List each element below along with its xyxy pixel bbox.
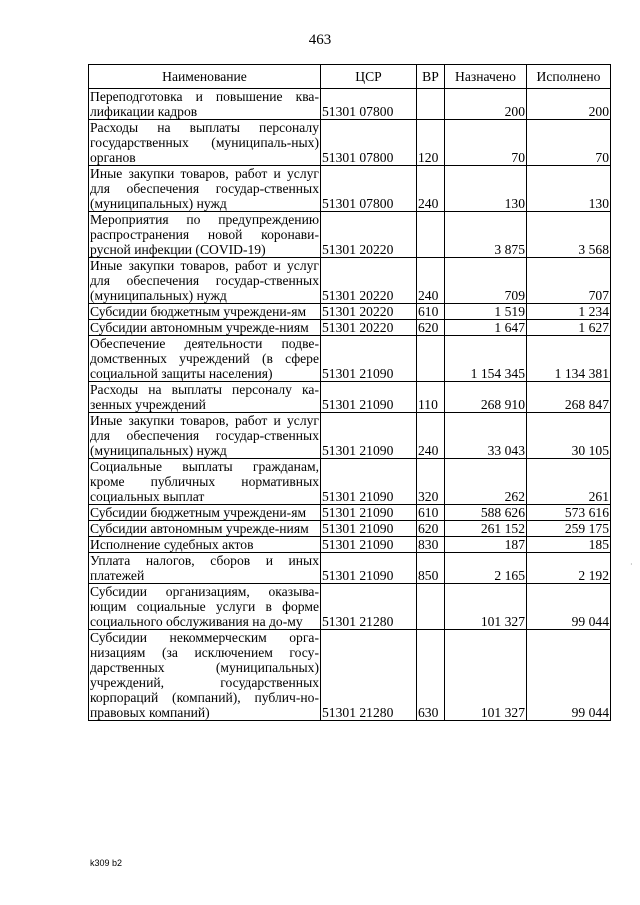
cell-vr bbox=[417, 584, 445, 630]
table-header-row bbox=[89, 65, 611, 89]
cell-csr: 51301 21090 bbox=[321, 459, 417, 505]
table-row bbox=[89, 258, 611, 304]
cell-vr: 620 bbox=[417, 521, 445, 537]
cell-name: Исполнение судебных актов bbox=[89, 537, 321, 553]
cell-vr: 320 bbox=[417, 459, 445, 505]
table-row bbox=[89, 120, 611, 166]
cell-assigned: 588 626 bbox=[445, 505, 527, 521]
cell-assigned: 1 647 bbox=[445, 320, 527, 336]
cell-name: Переподготовка и повышение ква-лификации кадров bbox=[90, 89, 319, 119]
cell-name: Субсидии автономным учрежде-ниям bbox=[89, 320, 321, 336]
cell-executed: 268 847 bbox=[527, 382, 611, 413]
scan-edge-mark: · bbox=[630, 560, 633, 569]
cell-csr: 51301 07800 bbox=[321, 166, 417, 212]
cell-vr: 240 bbox=[417, 166, 445, 212]
cell-name: Расходы на выплаты персоналу ка-зенных учреждений bbox=[90, 382, 319, 412]
cell-csr: 51301 20220 bbox=[321, 258, 417, 304]
cell-executed: 130 bbox=[527, 166, 611, 212]
cell-assigned: 709 bbox=[445, 258, 527, 304]
cell-vr: 620 bbox=[417, 320, 445, 336]
table-row bbox=[89, 553, 611, 584]
cell-name: Субсидии автономным учрежде-ниям bbox=[89, 521, 321, 537]
table-row bbox=[89, 212, 611, 258]
cell-assigned: 101 327 bbox=[445, 630, 527, 721]
cell-name: Расходы на выплаты персоналу государственных (муниципаль-ных) органов bbox=[90, 120, 319, 165]
cell-vr: 610 bbox=[417, 505, 445, 521]
header-name: Наименование bbox=[89, 65, 321, 89]
cell-assigned: 187 bbox=[445, 537, 527, 553]
cell-csr: 51301 21090 bbox=[321, 413, 417, 459]
cell-executed: 99 044 bbox=[527, 584, 611, 630]
table-row bbox=[89, 630, 611, 721]
cell-vr bbox=[417, 89, 445, 120]
cell-csr: 51301 07800 bbox=[321, 89, 417, 120]
table-row bbox=[89, 413, 611, 459]
cell-csr: 51301 21090 bbox=[321, 382, 417, 413]
cell-assigned: 1 519 bbox=[445, 304, 527, 320]
cell-vr: 830 bbox=[417, 537, 445, 553]
cell-executed: 99 044 bbox=[527, 630, 611, 721]
cell-assigned: 200 bbox=[445, 89, 527, 120]
cell-csr: 51301 20220 bbox=[321, 320, 417, 336]
table-row bbox=[89, 336, 611, 382]
cell-executed: 2 192 bbox=[527, 553, 611, 584]
cell-assigned: 268 910 bbox=[445, 382, 527, 413]
cell-executed: 707 bbox=[527, 258, 611, 304]
cell-name: Субсидии некоммерческим орга-низациям (за исключением госу-дарственных (муниципальных) учреждений, государственных корпораций (компаний), публич-но-правовых компаний) bbox=[90, 630, 319, 720]
cell-vr: 610 bbox=[417, 304, 445, 320]
cell-executed: 185 bbox=[527, 537, 611, 553]
cell-assigned: 3 875 bbox=[445, 212, 527, 258]
header-executed: Исполнено bbox=[527, 65, 611, 89]
cell-assigned: 33 043 bbox=[445, 413, 527, 459]
cell-name: Субсидии бюджетным учреждени-ям bbox=[89, 505, 321, 521]
header-assigned: Назначено bbox=[445, 65, 527, 89]
table-row bbox=[89, 584, 611, 630]
cell-name: Иные закупки товаров, работ и услуг для обеспечения государ-ственных (муниципальных) нужд bbox=[90, 413, 319, 458]
cell-csr: 51301 21090 bbox=[321, 505, 417, 521]
cell-csr: 51301 20220 bbox=[321, 212, 417, 258]
cell-executed: 259 175 bbox=[527, 521, 611, 537]
page-number: 463 bbox=[308, 32, 332, 48]
cell-vr: 630 bbox=[417, 630, 445, 721]
cell-name: Уплата налогов, сборов и иных платежей bbox=[90, 553, 319, 583]
cell-name: Иные закупки товаров, работ и услуг для обеспечения государ-ственных (муниципальных) нужд bbox=[90, 166, 319, 211]
cell-name: Социальные выплаты гражданам, кроме публичных нормативных социальных выплат bbox=[90, 459, 319, 504]
cell-executed: 261 bbox=[527, 459, 611, 505]
cell-csr: 51301 20220 bbox=[321, 304, 417, 320]
cell-csr: 51301 07800 bbox=[321, 120, 417, 166]
cell-executed: 3 568 bbox=[527, 212, 611, 258]
cell-assigned: 101 327 bbox=[445, 584, 527, 630]
cell-name: Мероприятия по предупреждению распространения новой коронави-русной инфекции (COVID-19) bbox=[90, 212, 319, 257]
table-row bbox=[89, 166, 611, 212]
cell-vr: 850 bbox=[417, 553, 445, 584]
cell-executed: 200 bbox=[527, 89, 611, 120]
cell-name: Иные закупки товаров, работ и услуг для обеспечения государ-ственных (муниципальных) нужд bbox=[90, 258, 319, 303]
cell-assigned: 70 bbox=[445, 120, 527, 166]
table-row bbox=[89, 320, 611, 336]
header-vr: ВР bbox=[417, 65, 445, 89]
table-row bbox=[89, 537, 611, 553]
cell-vr: 240 bbox=[417, 413, 445, 459]
cell-csr: 51301 21090 bbox=[321, 537, 417, 553]
table-row bbox=[89, 459, 611, 505]
table-row bbox=[89, 304, 611, 320]
table-row bbox=[89, 521, 611, 537]
cell-assigned: 2 165 bbox=[445, 553, 527, 584]
cell-vr: 240 bbox=[417, 258, 445, 304]
header-csr: ЦСР bbox=[321, 65, 417, 89]
cell-name: Обеспечение деятельности подве-домственных учреждений (в сфере социальной защиты населения) bbox=[90, 336, 319, 381]
budget-table bbox=[88, 64, 611, 721]
cell-assigned: 261 152 bbox=[445, 521, 527, 537]
cell-assigned: 1 154 345 bbox=[445, 336, 527, 382]
cell-executed: 30 105 bbox=[527, 413, 611, 459]
cell-vr bbox=[417, 212, 445, 258]
table-body bbox=[89, 89, 611, 721]
table-row bbox=[89, 505, 611, 521]
table-row bbox=[89, 382, 611, 413]
table-row bbox=[89, 89, 611, 120]
cell-csr: 51301 21280 bbox=[321, 584, 417, 630]
cell-executed: 573 616 bbox=[527, 505, 611, 521]
cell-executed: 1 627 bbox=[527, 320, 611, 336]
cell-csr: 51301 21280 bbox=[321, 630, 417, 721]
cell-executed: 1 134 381 bbox=[527, 336, 611, 382]
cell-name: Субсидии организациям, оказыва-ющим социальные услуги в форме социального обслуживания на до-му bbox=[90, 584, 319, 629]
cell-assigned: 262 bbox=[445, 459, 527, 505]
cell-csr: 51301 21090 bbox=[321, 553, 417, 584]
footer-code: k309 b2 bbox=[90, 858, 123, 868]
cell-vr: 110 bbox=[417, 382, 445, 413]
cell-vr bbox=[417, 336, 445, 382]
cell-vr: 120 bbox=[417, 120, 445, 166]
cell-csr: 51301 21090 bbox=[321, 521, 417, 537]
cell-csr: 51301 21090 bbox=[321, 336, 417, 382]
cell-executed: 70 bbox=[527, 120, 611, 166]
cell-executed: 1 234 bbox=[527, 304, 611, 320]
cell-name: Субсидии бюджетным учреждени-ям bbox=[89, 304, 321, 320]
cell-assigned: 130 bbox=[445, 166, 527, 212]
